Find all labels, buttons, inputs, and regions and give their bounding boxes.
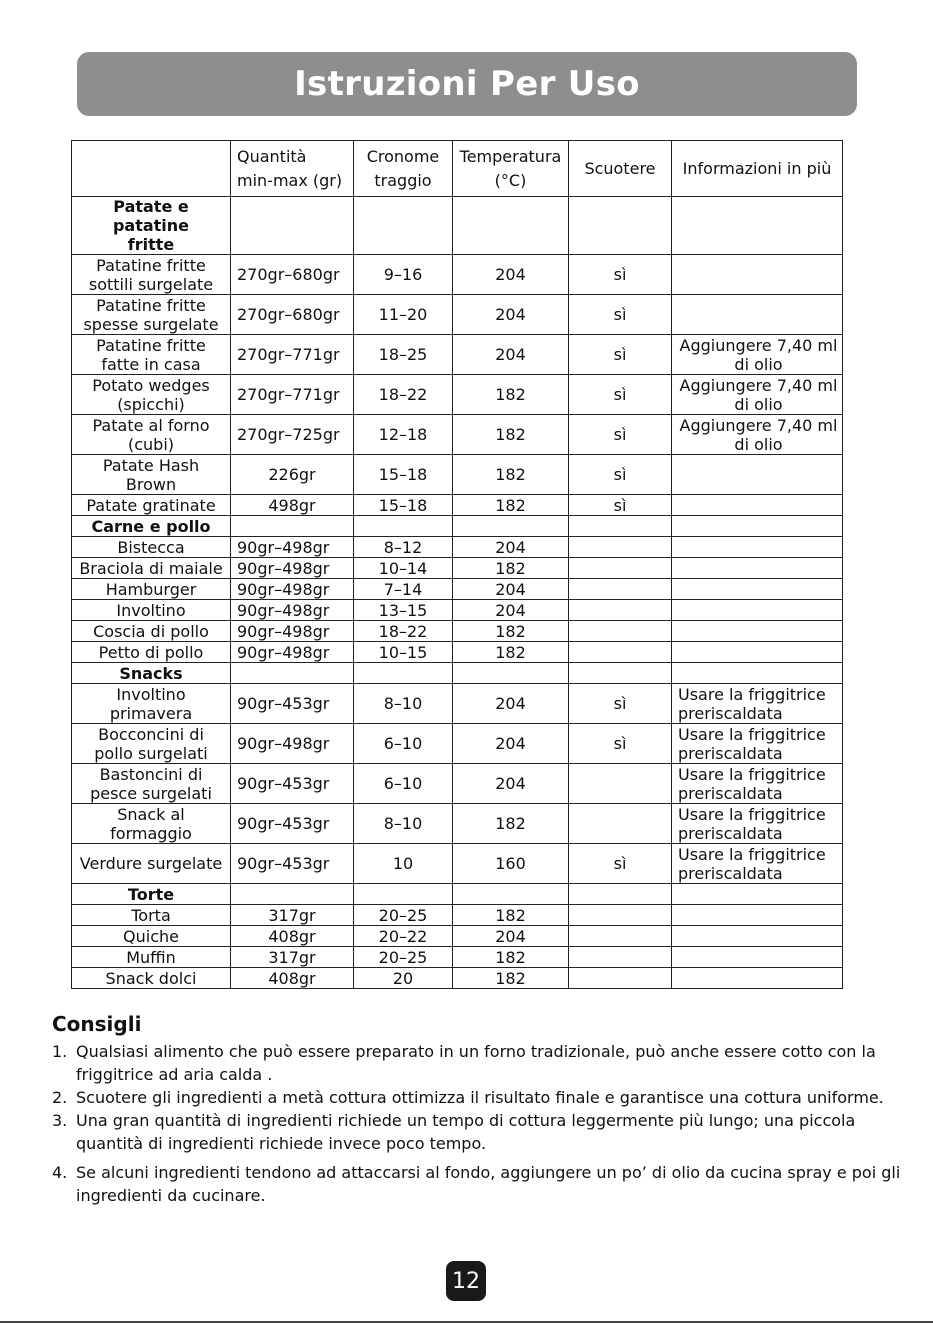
temperature-cell: 182 <box>453 968 569 989</box>
quantity-cell <box>231 516 354 537</box>
info-cell: Usare la friggitrice preriscaldata <box>672 764 843 804</box>
food-cell: Snack al formaggio <box>72 804 231 844</box>
table-row <box>72 844 843 884</box>
food-cell: Patate e patatine fritte <box>72 197 231 255</box>
time-cell: 10–15 <box>354 642 453 663</box>
info-cell <box>672 926 843 947</box>
quantity-cell: 270gr–680gr <box>231 255 354 295</box>
cooking-table <box>71 140 843 989</box>
quantity-cell: 498gr <box>231 495 354 516</box>
info-cell: Usare la friggitrice preriscaldata <box>672 724 843 764</box>
table-row <box>72 642 843 663</box>
food-cell: Bastoncini di pesce surgelati <box>72 764 231 804</box>
temperature-cell: 182 <box>453 621 569 642</box>
time-cell: 18–22 <box>354 375 453 415</box>
time-cell <box>354 884 453 905</box>
table-row <box>72 968 843 989</box>
food-cell: Snack dolci <box>72 968 231 989</box>
food-cell: Hamburger <box>72 579 231 600</box>
info-cell <box>672 295 843 335</box>
table-row <box>72 375 843 415</box>
table-row <box>72 684 843 724</box>
table-row <box>72 621 843 642</box>
shake-cell: sì <box>569 255 672 295</box>
info-cell: Usare la friggitrice preriscaldata <box>672 844 843 884</box>
title-banner <box>77 52 857 116</box>
table-row <box>72 764 843 804</box>
tip-text: Se alcuni ingredienti tendono ad attaccarsi al fondo, aggiungere un po’ di olio da cucina spray e poi gli ingredienti da cucinare. <box>76 1163 901 1205</box>
info-cell <box>672 884 843 905</box>
time-cell: 11–20 <box>354 295 453 335</box>
shake-cell <box>569 516 672 537</box>
time-cell: 7–14 <box>354 579 453 600</box>
info-cell <box>672 255 843 295</box>
info-cell: Usare la friggitrice preriscaldata <box>672 804 843 844</box>
header-quantity: Quantità min-max (gr) <box>231 141 354 197</box>
quantity-cell: 90gr–453gr <box>231 684 354 724</box>
temperature-cell: 204 <box>453 926 569 947</box>
shake-cell <box>569 947 672 968</box>
temperature-cell: 182 <box>453 804 569 844</box>
category-row <box>72 663 843 684</box>
header-temperature: Temperatura (°C) <box>453 141 569 197</box>
header-food <box>72 141 231 197</box>
info-cell <box>672 516 843 537</box>
tip-item <box>52 1086 912 1109</box>
info-cell <box>672 495 843 516</box>
time-cell: 10 <box>354 844 453 884</box>
quantity-cell: 90gr–498gr <box>231 724 354 764</box>
temperature-cell: 182 <box>453 495 569 516</box>
tips-title: Consigli <box>52 1012 142 1036</box>
shake-cell <box>569 764 672 804</box>
quantity-cell <box>231 884 354 905</box>
tips-list <box>52 1040 912 1207</box>
table-row <box>72 926 843 947</box>
tip-item <box>52 1161 912 1207</box>
table-row <box>72 415 843 455</box>
quantity-cell: 90gr–453gr <box>231 804 354 844</box>
shake-cell <box>569 968 672 989</box>
table-row <box>72 724 843 764</box>
tip-text: Qualsiasi alimento che può essere preparato in un forno tradizionale, può anche essere cotto con la friggitrice ad aria calda . <box>76 1042 876 1084</box>
shake-cell: sì <box>569 724 672 764</box>
temperature-cell: 182 <box>453 905 569 926</box>
time-cell: 20–22 <box>354 926 453 947</box>
quantity-cell: 90gr–498gr <box>231 579 354 600</box>
quantity-cell: 90gr–498gr <box>231 600 354 621</box>
page-title: Istruzioni Per Uso <box>294 64 640 104</box>
time-cell: 6–10 <box>354 764 453 804</box>
shake-cell <box>569 537 672 558</box>
temperature-cell: 204 <box>453 295 569 335</box>
temperature-cell: 182 <box>453 947 569 968</box>
time-cell: 15–18 <box>354 455 453 495</box>
food-cell: Muffin <box>72 947 231 968</box>
food-cell: Patatine fritte sottili surgelate <box>72 255 231 295</box>
shake-cell <box>569 197 672 255</box>
quantity-cell: 270gr–725gr <box>231 415 354 455</box>
quantity-cell: 90gr–453gr <box>231 844 354 884</box>
tip-item <box>52 1040 912 1086</box>
shake-cell <box>569 884 672 905</box>
time-cell: 12–18 <box>354 415 453 455</box>
food-cell: Bistecca <box>72 537 231 558</box>
table-row <box>72 947 843 968</box>
quantity-cell: 270gr–771gr <box>231 335 354 375</box>
temperature-cell: 204 <box>453 335 569 375</box>
time-cell: 8–12 <box>354 537 453 558</box>
shake-cell <box>569 926 672 947</box>
shake-cell <box>569 621 672 642</box>
info-cell <box>672 663 843 684</box>
quantity-cell: 90gr–453gr <box>231 764 354 804</box>
info-cell: Aggiungere 7,40 ml di olio <box>672 415 843 455</box>
time-cell: 8–10 <box>354 684 453 724</box>
food-cell: Bocconcini di pollo surgelati <box>72 724 231 764</box>
category-row <box>72 884 843 905</box>
time-cell: 18–25 <box>354 335 453 375</box>
food-cell: Petto di pollo <box>72 642 231 663</box>
time-cell: 13–15 <box>354 600 453 621</box>
tip-number: 1. <box>52 1042 68 1061</box>
temperature-cell: 182 <box>453 558 569 579</box>
temperature-cell: 182 <box>453 642 569 663</box>
food-cell: Quiche <box>72 926 231 947</box>
time-cell: 18–22 <box>354 621 453 642</box>
shake-cell <box>569 804 672 844</box>
shake-cell <box>569 579 672 600</box>
temperature-cell <box>453 884 569 905</box>
temperature-cell <box>453 663 569 684</box>
shake-cell: sì <box>569 295 672 335</box>
time-cell: 10–14 <box>354 558 453 579</box>
table-row <box>72 335 843 375</box>
shake-cell: sì <box>569 375 672 415</box>
shake-cell <box>569 905 672 926</box>
food-cell: Patate al forno (cubi) <box>72 415 231 455</box>
info-cell <box>672 537 843 558</box>
quantity-cell: 90gr–498gr <box>231 537 354 558</box>
tip-number: 2. <box>52 1088 68 1107</box>
temperature-cell: 204 <box>453 579 569 600</box>
page-number: 12 <box>446 1261 486 1301</box>
header-time: Cronome traggio <box>354 141 453 197</box>
quantity-cell <box>231 663 354 684</box>
time-cell <box>354 516 453 537</box>
quantity-cell: 317gr <box>231 905 354 926</box>
shake-cell: sì <box>569 415 672 455</box>
table-row <box>72 579 843 600</box>
shake-cell: sì <box>569 844 672 884</box>
info-cell <box>672 968 843 989</box>
table-row <box>72 804 843 844</box>
temperature-cell: 204 <box>453 537 569 558</box>
header-shake: Scuotere <box>569 141 672 197</box>
info-cell <box>672 642 843 663</box>
temperature-cell: 204 <box>453 724 569 764</box>
quantity-cell: 90gr–498gr <box>231 558 354 579</box>
info-cell: Aggiungere 7,40 ml di olio <box>672 335 843 375</box>
time-cell: 15–18 <box>354 495 453 516</box>
info-cell <box>672 197 843 255</box>
table-row <box>72 255 843 295</box>
quantity-cell: 270gr–771gr <box>231 375 354 415</box>
info-cell <box>672 905 843 926</box>
time-cell: 20 <box>354 968 453 989</box>
food-cell: Patatine fritte spesse surgelate <box>72 295 231 335</box>
shake-cell: sì <box>569 455 672 495</box>
table-row <box>72 558 843 579</box>
shake-cell <box>569 663 672 684</box>
time-cell: 20–25 <box>354 905 453 926</box>
shake-cell: sì <box>569 495 672 516</box>
table-row <box>72 905 843 926</box>
info-cell <box>672 621 843 642</box>
tip-text: Scuotere gli ingredienti a metà cottura ottimizza il risultato finale e garantisce una cottura uniforme. <box>76 1088 884 1107</box>
time-cell <box>354 663 453 684</box>
temperature-cell: 204 <box>453 600 569 621</box>
quantity-cell <box>231 197 354 255</box>
info-cell <box>672 455 843 495</box>
temperature-cell: 204 <box>453 684 569 724</box>
tip-item <box>52 1109 912 1155</box>
shake-cell: sì <box>569 684 672 724</box>
shake-cell: sì <box>569 335 672 375</box>
quantity-cell: 226gr <box>231 455 354 495</box>
quantity-cell: 408gr <box>231 968 354 989</box>
food-cell: Torta <box>72 905 231 926</box>
table-row <box>72 295 843 335</box>
tip-number: 3. <box>52 1111 68 1130</box>
temperature-cell: 204 <box>453 764 569 804</box>
food-cell: Torte <box>72 884 231 905</box>
quantity-cell: 408gr <box>231 926 354 947</box>
time-cell: 9–16 <box>354 255 453 295</box>
time-cell: 6–10 <box>354 724 453 764</box>
table-body <box>72 197 843 989</box>
time-cell: 20–25 <box>354 947 453 968</box>
tip-text: Una gran quantità di ingredienti richiede un tempo di cottura leggermente più lungo; una piccola quantità di ingredienti richiede invece poco tempo. <box>76 1111 856 1153</box>
info-cell: Usare la friggitrice preriscaldata <box>672 684 843 724</box>
info-cell <box>672 558 843 579</box>
temperature-cell: 160 <box>453 844 569 884</box>
table-header-row <box>72 141 843 197</box>
food-cell: Involtino primavera <box>72 684 231 724</box>
temperature-cell: 182 <box>453 375 569 415</box>
info-cell <box>672 600 843 621</box>
category-row <box>72 516 843 537</box>
info-cell <box>672 947 843 968</box>
quantity-cell: 90gr–498gr <box>231 642 354 663</box>
temperature-cell: 204 <box>453 255 569 295</box>
food-cell: Involtino <box>72 600 231 621</box>
food-cell: Snacks <box>72 663 231 684</box>
time-cell <box>354 197 453 255</box>
temperature-cell: 182 <box>453 415 569 455</box>
time-cell: 8–10 <box>354 804 453 844</box>
table-row <box>72 600 843 621</box>
food-cell: Braciola di maiale <box>72 558 231 579</box>
temperature-cell <box>453 197 569 255</box>
info-cell <box>672 579 843 600</box>
bottom-divider <box>0 1321 933 1323</box>
food-cell: Patate gratinate <box>72 495 231 516</box>
food-cell: Potato wedges (spicchi) <box>72 375 231 415</box>
shake-cell <box>569 600 672 621</box>
food-cell: Carne e pollo <box>72 516 231 537</box>
tip-number: 4. <box>52 1163 68 1182</box>
food-cell: Patatine fritte fatte in casa <box>72 335 231 375</box>
table-row <box>72 537 843 558</box>
food-cell: Patate Hash Brown <box>72 455 231 495</box>
temperature-cell <box>453 516 569 537</box>
quantity-cell: 90gr–498gr <box>231 621 354 642</box>
info-cell: Aggiungere 7,40 ml di olio <box>672 375 843 415</box>
shake-cell <box>569 558 672 579</box>
food-cell: Verdure surgelate <box>72 844 231 884</box>
table-row <box>72 455 843 495</box>
category-row <box>72 197 843 255</box>
temperature-cell: 182 <box>453 455 569 495</box>
shake-cell <box>569 642 672 663</box>
table-row <box>72 495 843 516</box>
header-info: Informazioni in più <box>672 141 843 197</box>
quantity-cell: 317gr <box>231 947 354 968</box>
quantity-cell: 270gr–680gr <box>231 295 354 335</box>
food-cell: Coscia di pollo <box>72 621 231 642</box>
